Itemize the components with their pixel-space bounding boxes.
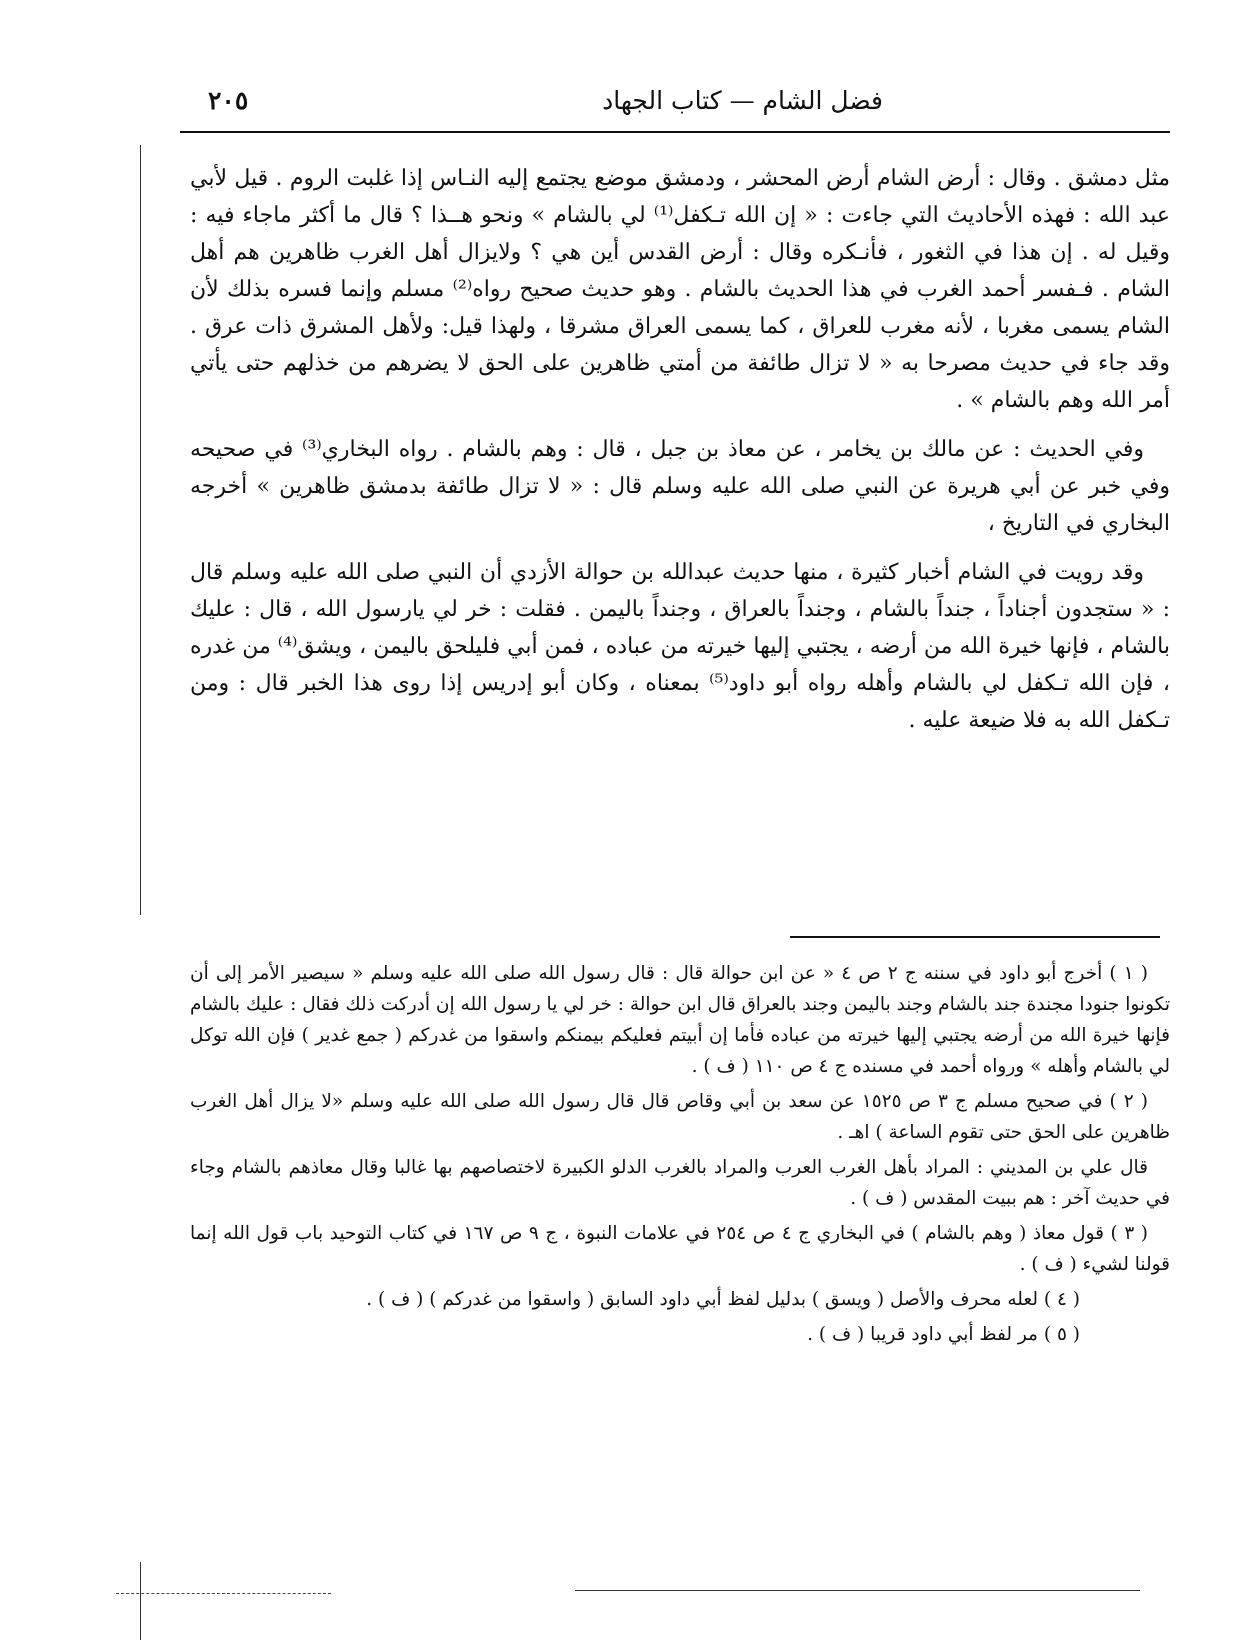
footnote-separator — [790, 936, 1160, 938]
header-rule — [180, 131, 1170, 133]
footnotes — [190, 958, 1170, 1354]
scan-margin-line — [140, 145, 141, 915]
page-number: ٢٠٥ — [208, 86, 249, 115]
body-paragraph-1: مثل دمشق . وقال : أرض الشام أرض المحشر ، ودمشق موضع يجتمع إليه النـاس إذا غلبت الروم . قيل لأبي عبد الله : فهذه الأحاديث التي جاءت : « إن الله تـكفل⁽¹⁾ لي بالشام » ونحو هــذا ؟ قال ما أكثر ماجاء فيه : وقيل له . إن هذا في الثغور ، فأنـكره وقال : أرض القدس أين هي ؟ ولايزال أهل الغرب ظاهرين هم أهل الشام . فـفسر أحمد الغرب في هذا الحديث بالشام . وهو حديث صحيح رواه⁽²⁾ مسلم وإنما فسره بذلك لأن الشام يسمى مغربا ، لأنه مغرب للعراق ، كما يسمى العراق مشرقا ، ولهذا قيل: ولأهل المشرق ذات عرق . وقد جاء في حديث مصرحا به « لا تزال طائفة من أمتي ظاهرين على الحق لا يضرهم من خذلهم حتى يأتي أمر الله وهم بالشام » . — [190, 166, 1171, 413]
footnote-1: ( ١ ) أخرج أبو داود في سننه ج ٢ ص ٤ « عن ابن حوالة قال : قال رسول الله صلى الله عليه وسلم « سيصير الأمر إلى أن تكونوا جنودا مجندة جند بالشام وجند باليمن وجند بالعراق قال ابن حوالة : خر لي يا رسول الله إن أدركت ذلك فقال : عليك بالشام فإنها خيرة الله من أرضه يجتبي إليها خيرته من عباده فأما إن أبيتم فعليكم بيمنكم واسقوا من غدركم ( جمع غدير ) فإن الله توكل لي بالشام وأهله » ورواه أحمد في مسنده ج ٤ ص ١١٠ ( ف ) . — [190, 963, 1170, 1077]
main-text — [190, 160, 1170, 739]
footnote-2-note: قال علي بن المديني : المراد بأهل الغرب العرب والمراد بالغرب الدلو الكبيرة لاختصاصهم بها غالبا وقال معاذهم بالشام وجاء في حديث آخر : هم ببيت المقدس ( ف ) . — [190, 1157, 1170, 1209]
running-header-title: فضل الشام — كتاب الجهاد — [602, 86, 883, 115]
body-paragraph-3: وقد رويت في الشام أخبار كثيرة ، منها حديث عبدالله بن حوالة الأزدي أن النبي صلى الله عليه وسلم قال : « ستجدون أجناداً ، جنداً بالشام ، وجنداً بالعراق ، وجنداً باليمن . فقلت : خر لي يارسول الله ، قال : عليك بالشام ، فإنها خيرة الله من أرضه ، يجتبي إليها خيرته من عباده ، فمن أبي فليلحق باليمن ، ويشق⁽⁴⁾ من غدره ، فإن الله تـكفل لي بالشام وأهله رواه أبو داود⁽⁵⁾ بمعناه ، وكان أبو إدريس إذا روى هذا الخبر قال : ومن تـكفل الله به فلا ضيعة عليه . — [190, 560, 1170, 733]
body-paragraph-2: وفي الحديث : عن مالك بن يخامر ، عن معاذ بن جبل ، قال : وهم بالشام . رواه البخاري⁽³⁾ في صحيحه وفي خبر عن أبي هريرة عن النبي صلى الله عليه وسلم قال : « لا تزال طائفة بدمشق ظاهرين » أخرجه البخاري في التاريخ ، — [190, 437, 1170, 536]
footnote-5: ( ٥ ) مر لفظ أبي داود قريبا ( ف ) . — [807, 1324, 1080, 1345]
footnote-4: ( ٤ ) لعله محرف والأصل ( ويسق ) بدليل لفظ أبي داود السابق ( واسقوا من غدركم ) ( ف ) . — [366, 1289, 1080, 1310]
scan-dashed-line — [116, 1593, 331, 1594]
footnote-3: ( ٣ ) قول معاذ ( وهم بالشام ) في البخاري ج ٤ ص ٢٥٤ في علامات النبوة ، ج ٩ ص ١٦٧ في كتاب التوحيد باب قول الله إنما قولنا لشيء ( ف ) . — [190, 1223, 1170, 1275]
scan-bottom-line — [575, 1590, 1140, 1591]
scan-margin-line-bottom — [140, 1562, 141, 1640]
footnote-2: ( ٢ ) في صحيح مسلم ج ٣ ص ١٥٢٥ عن سعد بن أبي وقاص قال قال رسول الله صلى الله عليه وسلم «لا يزال أهل الغرب ظاهرين على الحق حتى تقوم الساعة ) اهـ . — [190, 1091, 1170, 1143]
